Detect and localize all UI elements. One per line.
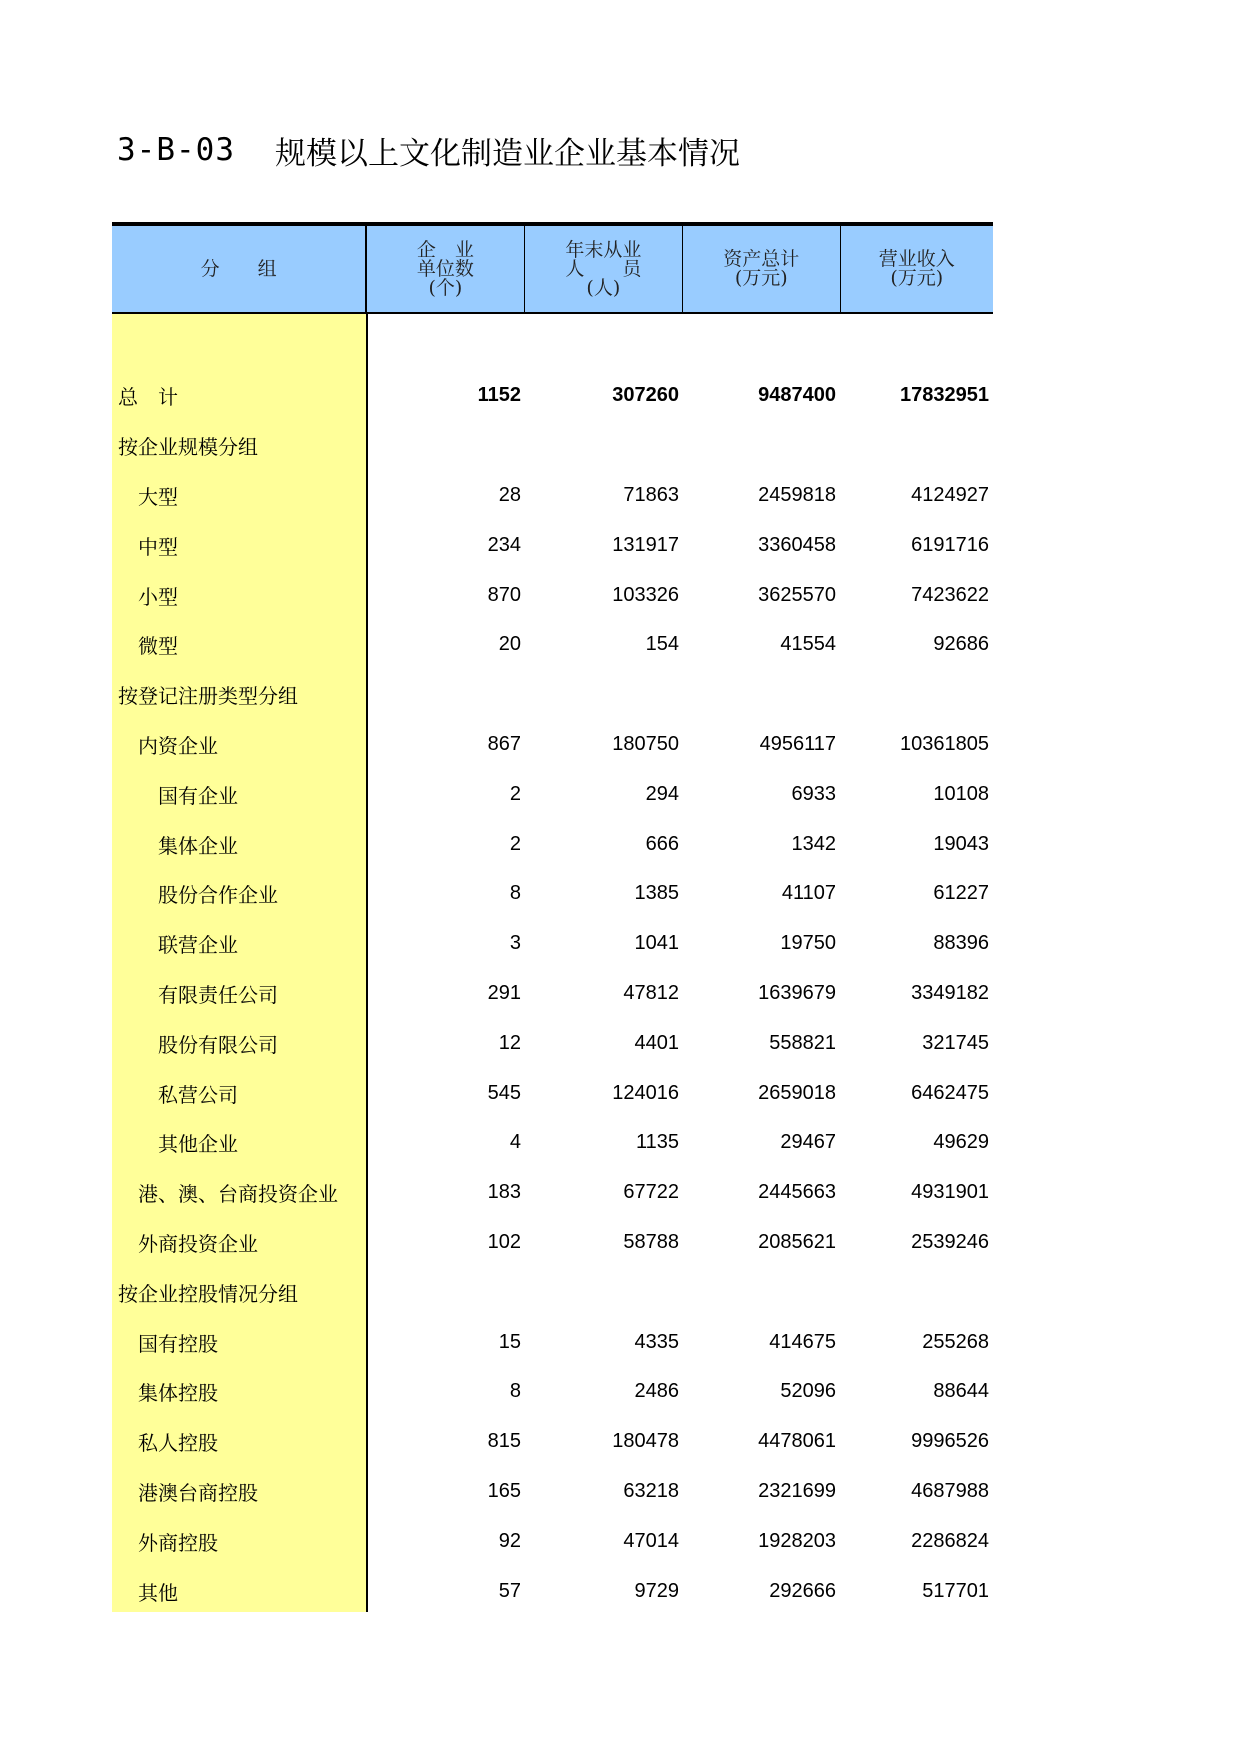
table-rows — [112, 314, 993, 1616]
cell-value: 15 — [498, 1330, 521, 1353]
column-header-1 — [367, 226, 523, 312]
cell-value: 2486 — [634, 1380, 679, 1403]
cell-value: 6462475 — [911, 1081, 989, 1104]
cell-value: 9996526 — [911, 1430, 989, 1453]
cell-value: 2 — [509, 832, 521, 855]
cell-value: 183 — [487, 1181, 521, 1204]
cell-value: 4478061 — [758, 1430, 836, 1453]
cell-value: 545 — [487, 1081, 521, 1104]
header-line: (万元) — [890, 267, 944, 289]
cell-value: 4956117 — [759, 732, 836, 755]
cell-value: 4335 — [634, 1330, 679, 1353]
cell-value: 124016 — [612, 1081, 679, 1104]
row-label: 大型 — [138, 484, 178, 509]
row-label: 按企业控股情况分组 — [118, 1281, 298, 1306]
cell-value: 63218 — [623, 1479, 679, 1502]
table-row — [112, 520, 993, 570]
cell-value: 867 — [487, 732, 521, 755]
table-row — [112, 620, 993, 670]
cell-value: 180478 — [612, 1430, 679, 1453]
header-line: (万元) — [734, 267, 788, 289]
table-row — [112, 1566, 993, 1616]
row-label: 外商控股 — [138, 1530, 218, 1555]
table-row — [112, 1317, 993, 1367]
row-label: 小型 — [138, 584, 178, 609]
cell-value: 1639679 — [758, 981, 836, 1004]
cell-value: 9729 — [634, 1579, 679, 1602]
row-label: 内资企业 — [138, 733, 218, 758]
cell-value: 29467 — [780, 1131, 836, 1154]
table-row — [112, 670, 993, 720]
cell-value: 102 — [487, 1230, 521, 1253]
table-row — [112, 919, 993, 969]
cell-value: 1135 — [635, 1131, 679, 1154]
cell-value: 131917 — [612, 533, 679, 556]
table-row — [112, 570, 993, 620]
cell-value: 19750 — [780, 932, 836, 955]
cell-value: 1342 — [791, 832, 836, 855]
cell-value: 2659018 — [758, 1081, 836, 1104]
table-row — [112, 1168, 993, 1218]
cell-value: 88644 — [933, 1380, 989, 1403]
row-label: 其他企业 — [158, 1132, 238, 1157]
table-body — [112, 314, 993, 1616]
cell-value: 2286824 — [911, 1529, 989, 1552]
cell-value: 88396 — [933, 932, 989, 955]
table-row — [112, 1267, 993, 1317]
cell-value: 1385 — [634, 882, 679, 905]
cell-value: 49629 — [933, 1131, 989, 1154]
cell-value: 41107 — [781, 882, 836, 905]
column-header-2 — [524, 226, 682, 312]
header-line: 资产总计 — [723, 248, 800, 270]
cell-value: 7423622 — [911, 583, 989, 606]
row-label: 联营企业 — [158, 933, 238, 958]
cell-value: 870 — [487, 583, 521, 606]
table-row — [112, 1118, 993, 1168]
cell-value: 103326 — [612, 583, 679, 606]
table-row — [112, 371, 993, 421]
cell-value: 154 — [645, 633, 679, 656]
header-line: (个) — [428, 276, 463, 299]
header-line: 单位数 — [416, 257, 474, 280]
row-label: 私营公司 — [158, 1082, 238, 1107]
cell-value: 1928203 — [758, 1529, 836, 1552]
cell-value: 4 — [509, 1131, 521, 1154]
table-row — [112, 1516, 993, 1566]
cell-value: 47812 — [623, 981, 679, 1004]
table-row — [112, 1417, 993, 1467]
column-header-4 — [840, 226, 993, 312]
row-label: 港澳台商控股 — [138, 1480, 258, 1505]
table-row — [112, 819, 993, 869]
cell-value: 9487400 — [758, 384, 836, 407]
table-title: 规模以上文化制造业企业基本情况 — [274, 135, 740, 172]
cell-value: 10361805 — [900, 732, 989, 755]
cell-value: 71863 — [623, 483, 679, 506]
cell-value: 57 — [498, 1579, 521, 1602]
cell-value: 165 — [487, 1479, 521, 1502]
row-label: 外商投资企业 — [138, 1231, 258, 1256]
cell-value: 8 — [509, 1380, 521, 1403]
row-label: 股份合作企业 — [158, 883, 278, 908]
table-row — [112, 1068, 993, 1118]
cell-value: 294 — [645, 782, 679, 805]
table-row — [112, 720, 993, 770]
row-label: 按企业规模分组 — [118, 435, 258, 460]
cell-value: 2321699 — [758, 1479, 836, 1502]
row-label: 按登记注册类型分组 — [118, 684, 298, 709]
cell-value: 3625570 — [758, 583, 836, 606]
cell-value: 321745 — [922, 1031, 989, 1054]
cell-value: 2085621 — [758, 1230, 836, 1253]
cell-value: 1152 — [477, 384, 521, 407]
cell-value: 2539246 — [911, 1230, 989, 1253]
cell-value: 3360458 — [758, 533, 836, 556]
cell-value: 10108 — [933, 782, 989, 805]
cell-value: 4401 — [634, 1031, 679, 1054]
cell-value: 815 — [487, 1430, 521, 1453]
header-line: 分 组 — [200, 257, 277, 280]
cell-value: 92686 — [933, 633, 989, 656]
page-title — [117, 128, 740, 172]
cell-value: 92 — [498, 1529, 521, 1552]
cell-value: 1041 — [634, 932, 679, 955]
cell-value: 234 — [487, 533, 521, 556]
cell-value: 666 — [645, 832, 679, 855]
row-label: 中型 — [138, 534, 178, 559]
cell-value: 6933 — [791, 782, 836, 805]
row-label: 私人控股 — [138, 1431, 218, 1456]
column-header-3 — [682, 226, 839, 312]
cell-value: 180750 — [612, 732, 679, 755]
table-row — [112, 1018, 993, 1068]
header-line: 营业收入 — [878, 248, 955, 270]
cell-value: 2445663 — [758, 1181, 836, 1204]
row-label: 港、澳、台商投资企业 — [138, 1182, 338, 1207]
cell-value: 307260 — [612, 384, 679, 407]
row-label: 微型 — [138, 634, 178, 659]
table-code: 3-B-03 — [117, 132, 235, 168]
row-label: 集体企业 — [158, 833, 238, 858]
row-label: 其他 — [138, 1580, 178, 1605]
cell-value: 2 — [509, 782, 521, 805]
cell-value: 414675 — [769, 1330, 836, 1353]
cell-value: 17832951 — [900, 384, 989, 407]
row-label: 集体控股 — [138, 1381, 218, 1406]
header-line: (人) — [586, 276, 621, 299]
row-label: 股份有限公司 — [158, 1032, 278, 1057]
cell-value: 8 — [509, 882, 521, 905]
table-row — [112, 869, 993, 919]
cell-value: 52096 — [780, 1380, 836, 1403]
cell-value: 255268 — [922, 1330, 989, 1353]
cell-value: 12 — [498, 1031, 521, 1054]
row-label: 国有企业 — [158, 783, 238, 808]
cell-value: 291 — [487, 981, 521, 1004]
cell-value: 517701 — [922, 1579, 989, 1602]
cell-value: 28 — [498, 483, 521, 506]
table-row — [112, 1467, 993, 1517]
table-row — [112, 769, 993, 819]
table-row — [112, 1367, 993, 1417]
column-header-0 — [112, 226, 367, 312]
cell-value: 6191716 — [911, 533, 989, 556]
cell-value: 47014 — [623, 1529, 679, 1552]
cell-value: 4931901 — [911, 1181, 989, 1204]
row-label: 有限责任公司 — [158, 982, 278, 1007]
header-line: 人 员 — [565, 257, 642, 280]
cell-value: 41554 — [780, 633, 836, 656]
cell-value: 3 — [509, 932, 521, 955]
table-row — [112, 969, 993, 1019]
table-row — [112, 421, 993, 471]
table-row — [112, 471, 993, 521]
cell-value: 4687988 — [911, 1479, 989, 1502]
cell-value: 292666 — [769, 1579, 836, 1602]
cell-value: 4124927 — [911, 483, 989, 506]
cell-value: 3349182 — [911, 981, 989, 1004]
cell-value: 67722 — [623, 1181, 679, 1204]
header-line: 企 业 — [416, 238, 474, 261]
cell-value: 19043 — [933, 832, 989, 855]
cell-value: 61227 — [933, 882, 989, 905]
row-label: 国有控股 — [138, 1331, 218, 1356]
cell-value: 558821 — [769, 1031, 836, 1054]
header-line: 年末从业 — [565, 238, 642, 261]
cell-value: 2459818 — [758, 483, 836, 506]
cell-value: 20 — [498, 633, 521, 656]
cell-value: 58788 — [623, 1230, 679, 1253]
data-table — [112, 222, 993, 1616]
row-label: 总 计 — [118, 385, 178, 410]
table-header — [112, 222, 993, 314]
table-row — [112, 1218, 993, 1268]
